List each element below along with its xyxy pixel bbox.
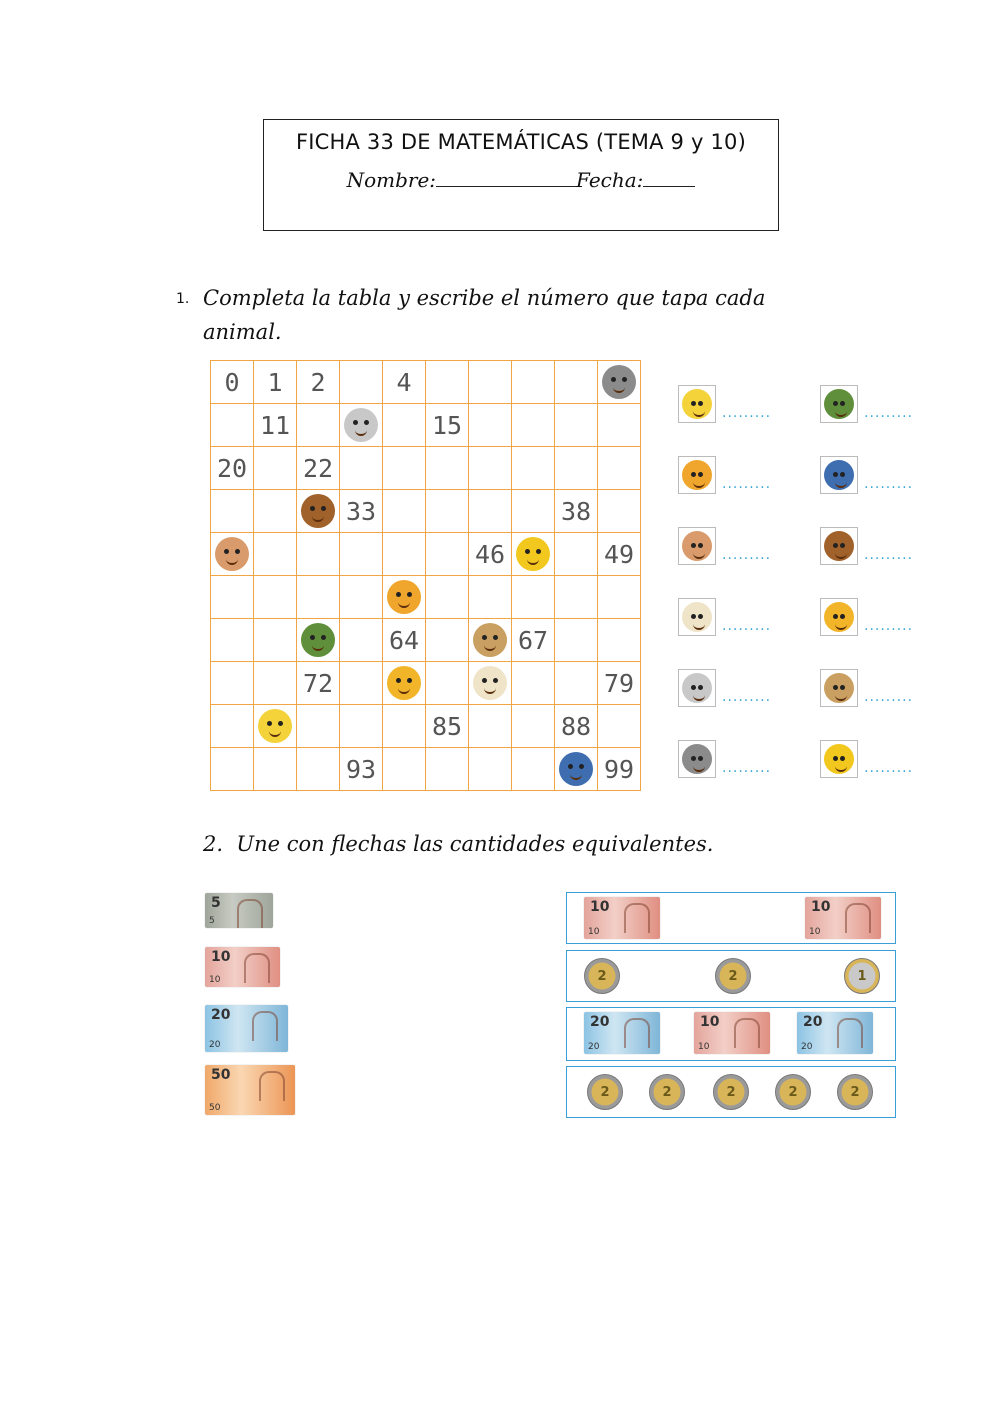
grid-cell: 38 [555, 490, 598, 533]
grid-cell[interactable] [383, 447, 426, 490]
lion-icon [824, 602, 854, 632]
grid-cell: 93 [340, 748, 383, 791]
grid-cell[interactable] [598, 705, 641, 748]
grid-cell[interactable] [297, 533, 340, 576]
sheep-icon [602, 365, 636, 399]
amount-box[interactable] [566, 950, 896, 1002]
grid-cell[interactable] [254, 619, 297, 662]
banknote-value: 20 [590, 1014, 610, 1030]
banknote-value: 10 [590, 899, 610, 915]
grid-cell[interactable] [469, 619, 512, 662]
grid-cell[interactable] [254, 447, 297, 490]
legend-item [678, 527, 798, 567]
grid-cell[interactable] [512, 748, 555, 791]
grid-cell[interactable] [254, 705, 297, 748]
grid-cell[interactable] [469, 748, 512, 791]
grid-cell[interactable] [340, 705, 383, 748]
dog-icon [473, 623, 507, 657]
grid-cell[interactable] [211, 404, 254, 447]
banknote-value: 20 [211, 1007, 231, 1023]
answer-blank[interactable]: ......... [864, 689, 914, 705]
grid-cell[interactable] [555, 662, 598, 705]
cow-icon [473, 666, 507, 700]
grid-cell[interactable] [598, 576, 641, 619]
grid-cell: 2 [297, 361, 340, 404]
legend-animal-frame [820, 527, 858, 565]
coin-value: 2 [600, 1084, 610, 1100]
legend-animal-frame [820, 669, 858, 707]
question-2-text [203, 826, 713, 862]
date-label: Fecha: [576, 168, 644, 192]
giraffe-icon [258, 709, 292, 743]
answer-blank[interactable]: ......... [864, 476, 914, 492]
grid-cell: 49 [598, 533, 641, 576]
coin-value: 2 [662, 1084, 672, 1100]
grid-cell[interactable] [555, 748, 598, 791]
legend-animal-frame [678, 456, 716, 494]
grid-cell[interactable] [512, 447, 555, 490]
name-date-line [264, 168, 778, 192]
banknote-value: 10 [700, 1014, 720, 1030]
grid-cell[interactable] [469, 576, 512, 619]
grid-cell[interactable] [297, 576, 340, 619]
answer-blank[interactable]: ......... [722, 476, 772, 492]
grid-row [211, 404, 641, 447]
answer-blank[interactable]: ......... [864, 618, 914, 634]
grid-cell[interactable] [555, 533, 598, 576]
answer-blank[interactable]: ......... [864, 405, 914, 421]
dog-icon [824, 673, 854, 703]
horse-icon [824, 531, 854, 561]
grid-cell: 99 [598, 748, 641, 791]
header-box [263, 119, 779, 231]
grid-cell[interactable] [297, 748, 340, 791]
grid-cell: 1 [254, 361, 297, 404]
grid-cell[interactable] [426, 533, 469, 576]
legend-animal-frame [820, 456, 858, 494]
grid-cell[interactable] [297, 705, 340, 748]
coin-2-euro[interactable] [713, 1074, 749, 1110]
bird-icon [824, 389, 854, 419]
grid-cell: 0 [211, 361, 254, 404]
banknote-value: 50 [211, 1067, 231, 1083]
grid-cell: 85 [426, 705, 469, 748]
legend-animal-frame [678, 527, 716, 565]
grid-cell: 88 [555, 705, 598, 748]
banknote-value: 5 [211, 895, 221, 911]
grid-cell[interactable] [426, 662, 469, 705]
question-2-label: Une con flechas las cantidades equivalentes. [236, 832, 714, 856]
grid-row [211, 361, 641, 404]
bird-icon [301, 623, 335, 657]
grid-cell[interactable] [512, 662, 555, 705]
grid-cell[interactable] [211, 576, 254, 619]
grid-cell[interactable] [555, 404, 598, 447]
legend-item [678, 669, 798, 709]
grid-cell: 46 [469, 533, 512, 576]
grid-row [211, 490, 641, 533]
question-1-text-line2: animal. [203, 320, 282, 344]
grid-row [211, 533, 641, 576]
legend-item [678, 385, 798, 425]
grid-cell[interactable] [469, 447, 512, 490]
grid-cell: 33 [340, 490, 383, 533]
hundred-grid [210, 360, 641, 791]
grid-cell[interactable] [469, 404, 512, 447]
cat-grey-icon [344, 408, 378, 442]
grid-cell[interactable] [426, 748, 469, 791]
grid-cell[interactable] [211, 619, 254, 662]
grid-cell[interactable] [340, 576, 383, 619]
grid-cell[interactable] [383, 533, 426, 576]
grid-cell[interactable] [512, 576, 555, 619]
legend-animal-frame [820, 740, 858, 778]
amount-box[interactable] [566, 1066, 896, 1118]
grid-row [211, 576, 641, 619]
cat-orange-icon [387, 580, 421, 614]
banknote-value: 10 [811, 899, 831, 915]
horse-icon [301, 494, 335, 528]
cat-grey-icon [682, 673, 712, 703]
grid-cell[interactable] [340, 361, 383, 404]
banknote-20[interactable]: 20 20 [584, 1012, 660, 1054]
grid-cell[interactable] [383, 490, 426, 533]
coin-value: 2 [850, 1084, 860, 1100]
banknote-20[interactable]: 20 20 [205, 1005, 288, 1052]
grid-cell[interactable] [383, 576, 426, 619]
coin-value: 2 [728, 968, 738, 984]
grid-cell[interactable] [598, 361, 641, 404]
answer-blank[interactable]: ......... [722, 547, 772, 563]
penguin-icon [559, 752, 593, 786]
coin-2-euro[interactable] [584, 958, 620, 994]
banknote-value: 20 [803, 1014, 823, 1030]
grid-cell[interactable] [512, 490, 555, 533]
answer-blank[interactable]: ......... [722, 760, 772, 776]
coin-value: 2 [597, 968, 607, 984]
bear-icon [682, 531, 712, 561]
legend-animal-frame [820, 598, 858, 636]
grid-cell[interactable] [211, 533, 254, 576]
grid-cell[interactable] [254, 662, 297, 705]
grid-row [211, 748, 641, 791]
answer-blank[interactable]: ......... [722, 689, 772, 705]
coin-value: 2 [726, 1084, 736, 1100]
legend-item [678, 598, 798, 638]
grid-cell[interactable] [383, 404, 426, 447]
coin-2-euro[interactable] [649, 1074, 685, 1110]
legend-item [820, 527, 940, 567]
grid-cell[interactable] [340, 404, 383, 447]
grid-cell[interactable] [254, 533, 297, 576]
cow-icon [682, 602, 712, 632]
grid-cell: 67 [512, 619, 555, 662]
question-1-text-line1: Completa la tabla y escribe el número que tapa cada [203, 286, 766, 310]
grid-cell[interactable] [469, 705, 512, 748]
grid-cell: 20 [211, 447, 254, 490]
grid-cell[interactable] [512, 404, 555, 447]
date-field[interactable] [643, 170, 695, 187]
grid-cell[interactable] [598, 490, 641, 533]
grid-cell: 79 [598, 662, 641, 705]
grid-cell[interactable] [598, 404, 641, 447]
grid-cell[interactable] [340, 533, 383, 576]
name-label: Nombre: [346, 168, 437, 192]
grid-cell: 4 [383, 361, 426, 404]
banknote-20[interactable]: 20 20 [797, 1012, 873, 1054]
grid-cell[interactable] [383, 705, 426, 748]
grid-cell[interactable] [340, 447, 383, 490]
grid-cell[interactable] [254, 748, 297, 791]
banknote-5[interactable]: 5 5 [205, 893, 273, 928]
answer-blank[interactable]: ......... [864, 760, 914, 776]
worksheet-title: FICHA 33 DE MATEMÁTICAS (TEMA 9 y 10) [295, 130, 747, 154]
grid-cell[interactable] [383, 748, 426, 791]
legend-item [678, 456, 798, 496]
legend-item [820, 385, 940, 425]
grid-cell[interactable] [512, 533, 555, 576]
giraffe-icon [682, 389, 712, 419]
grid-cell[interactable] [340, 619, 383, 662]
grid-row [211, 662, 641, 705]
coin-2-euro[interactable] [715, 958, 751, 994]
grid-cell[interactable] [297, 490, 340, 533]
banknote-10[interactable]: 10 10 [205, 947, 280, 987]
banknote-value: 10 [211, 949, 231, 965]
grid-cell[interactable] [211, 748, 254, 791]
grid-cell[interactable] [254, 490, 297, 533]
grid-cell: 64 [383, 619, 426, 662]
answer-blank[interactable]: ......... [722, 405, 772, 421]
grid-cell[interactable] [340, 662, 383, 705]
legend-animal-frame [820, 385, 858, 423]
legend-item [820, 669, 940, 709]
grid-cell[interactable] [598, 619, 641, 662]
lion-icon [387, 666, 421, 700]
grid-cell[interactable] [469, 361, 512, 404]
grid-cell[interactable] [598, 447, 641, 490]
banknote-10[interactable]: 10 10 [584, 897, 660, 939]
grid-row [211, 705, 641, 748]
banknote-10[interactable]: 10 10 [805, 897, 881, 939]
question-2-number: 2. [203, 832, 224, 856]
legend-item [820, 598, 940, 638]
duck-icon [516, 537, 550, 571]
legend-animal-frame [678, 669, 716, 707]
legend-item [678, 740, 798, 780]
grid-cell[interactable] [555, 576, 598, 619]
grid-cell[interactable] [426, 619, 469, 662]
answer-blank[interactable]: ......... [864, 547, 914, 563]
amount-box[interactable] [566, 1007, 896, 1061]
grid-cell: 11 [254, 404, 297, 447]
grid-cell: 15 [426, 404, 469, 447]
grid-cell[interactable] [555, 619, 598, 662]
grid-cell[interactable] [555, 447, 598, 490]
grid-cell[interactable] [211, 705, 254, 748]
legend-animal-frame [678, 385, 716, 423]
duck-icon [824, 744, 854, 774]
legend-item [820, 456, 940, 496]
grid-cell: 72 [297, 662, 340, 705]
grid-cell[interactable] [426, 361, 469, 404]
coin-value: 2 [788, 1084, 798, 1100]
grid-cell[interactable] [469, 490, 512, 533]
grid-cell[interactable] [297, 404, 340, 447]
legend-animal-frame [678, 598, 716, 636]
penguin-icon [824, 460, 854, 490]
coin-value: 1 [857, 968, 867, 984]
coin-2-euro[interactable] [775, 1074, 811, 1110]
grid-row [211, 447, 641, 490]
grid-cell[interactable] [555, 361, 598, 404]
grid-cell[interactable] [211, 662, 254, 705]
grid-cell[interactable] [512, 361, 555, 404]
grid-cell[interactable] [383, 662, 426, 705]
grid-cell[interactable] [469, 662, 512, 705]
cat-orange-icon [682, 460, 712, 490]
sheep-icon [682, 744, 712, 774]
legend-item [820, 740, 940, 780]
grid-cell[interactable] [254, 576, 297, 619]
banknote-50[interactable]: 50 50 [205, 1065, 295, 1115]
grid-cell[interactable] [512, 705, 555, 748]
grid-cell[interactable] [426, 447, 469, 490]
answer-blank[interactable]: ......... [722, 618, 772, 634]
grid-cell: 22 [297, 447, 340, 490]
name-field[interactable] [436, 170, 576, 187]
grid-cell[interactable] [426, 490, 469, 533]
coin-2-euro[interactable] [587, 1074, 623, 1110]
coin-2-euro[interactable] [837, 1074, 873, 1110]
grid-cell[interactable] [426, 576, 469, 619]
grid-row [211, 619, 641, 662]
legend-animal-frame [678, 740, 716, 778]
grid-cell[interactable] [297, 619, 340, 662]
question-1-number: 1. [176, 291, 190, 307]
bear-icon [215, 537, 249, 571]
banknote-10[interactable]: 10 10 [694, 1012, 770, 1054]
grid-cell[interactable] [211, 490, 254, 533]
amount-box[interactable] [566, 892, 896, 944]
coin-1-euro[interactable] [844, 958, 880, 994]
